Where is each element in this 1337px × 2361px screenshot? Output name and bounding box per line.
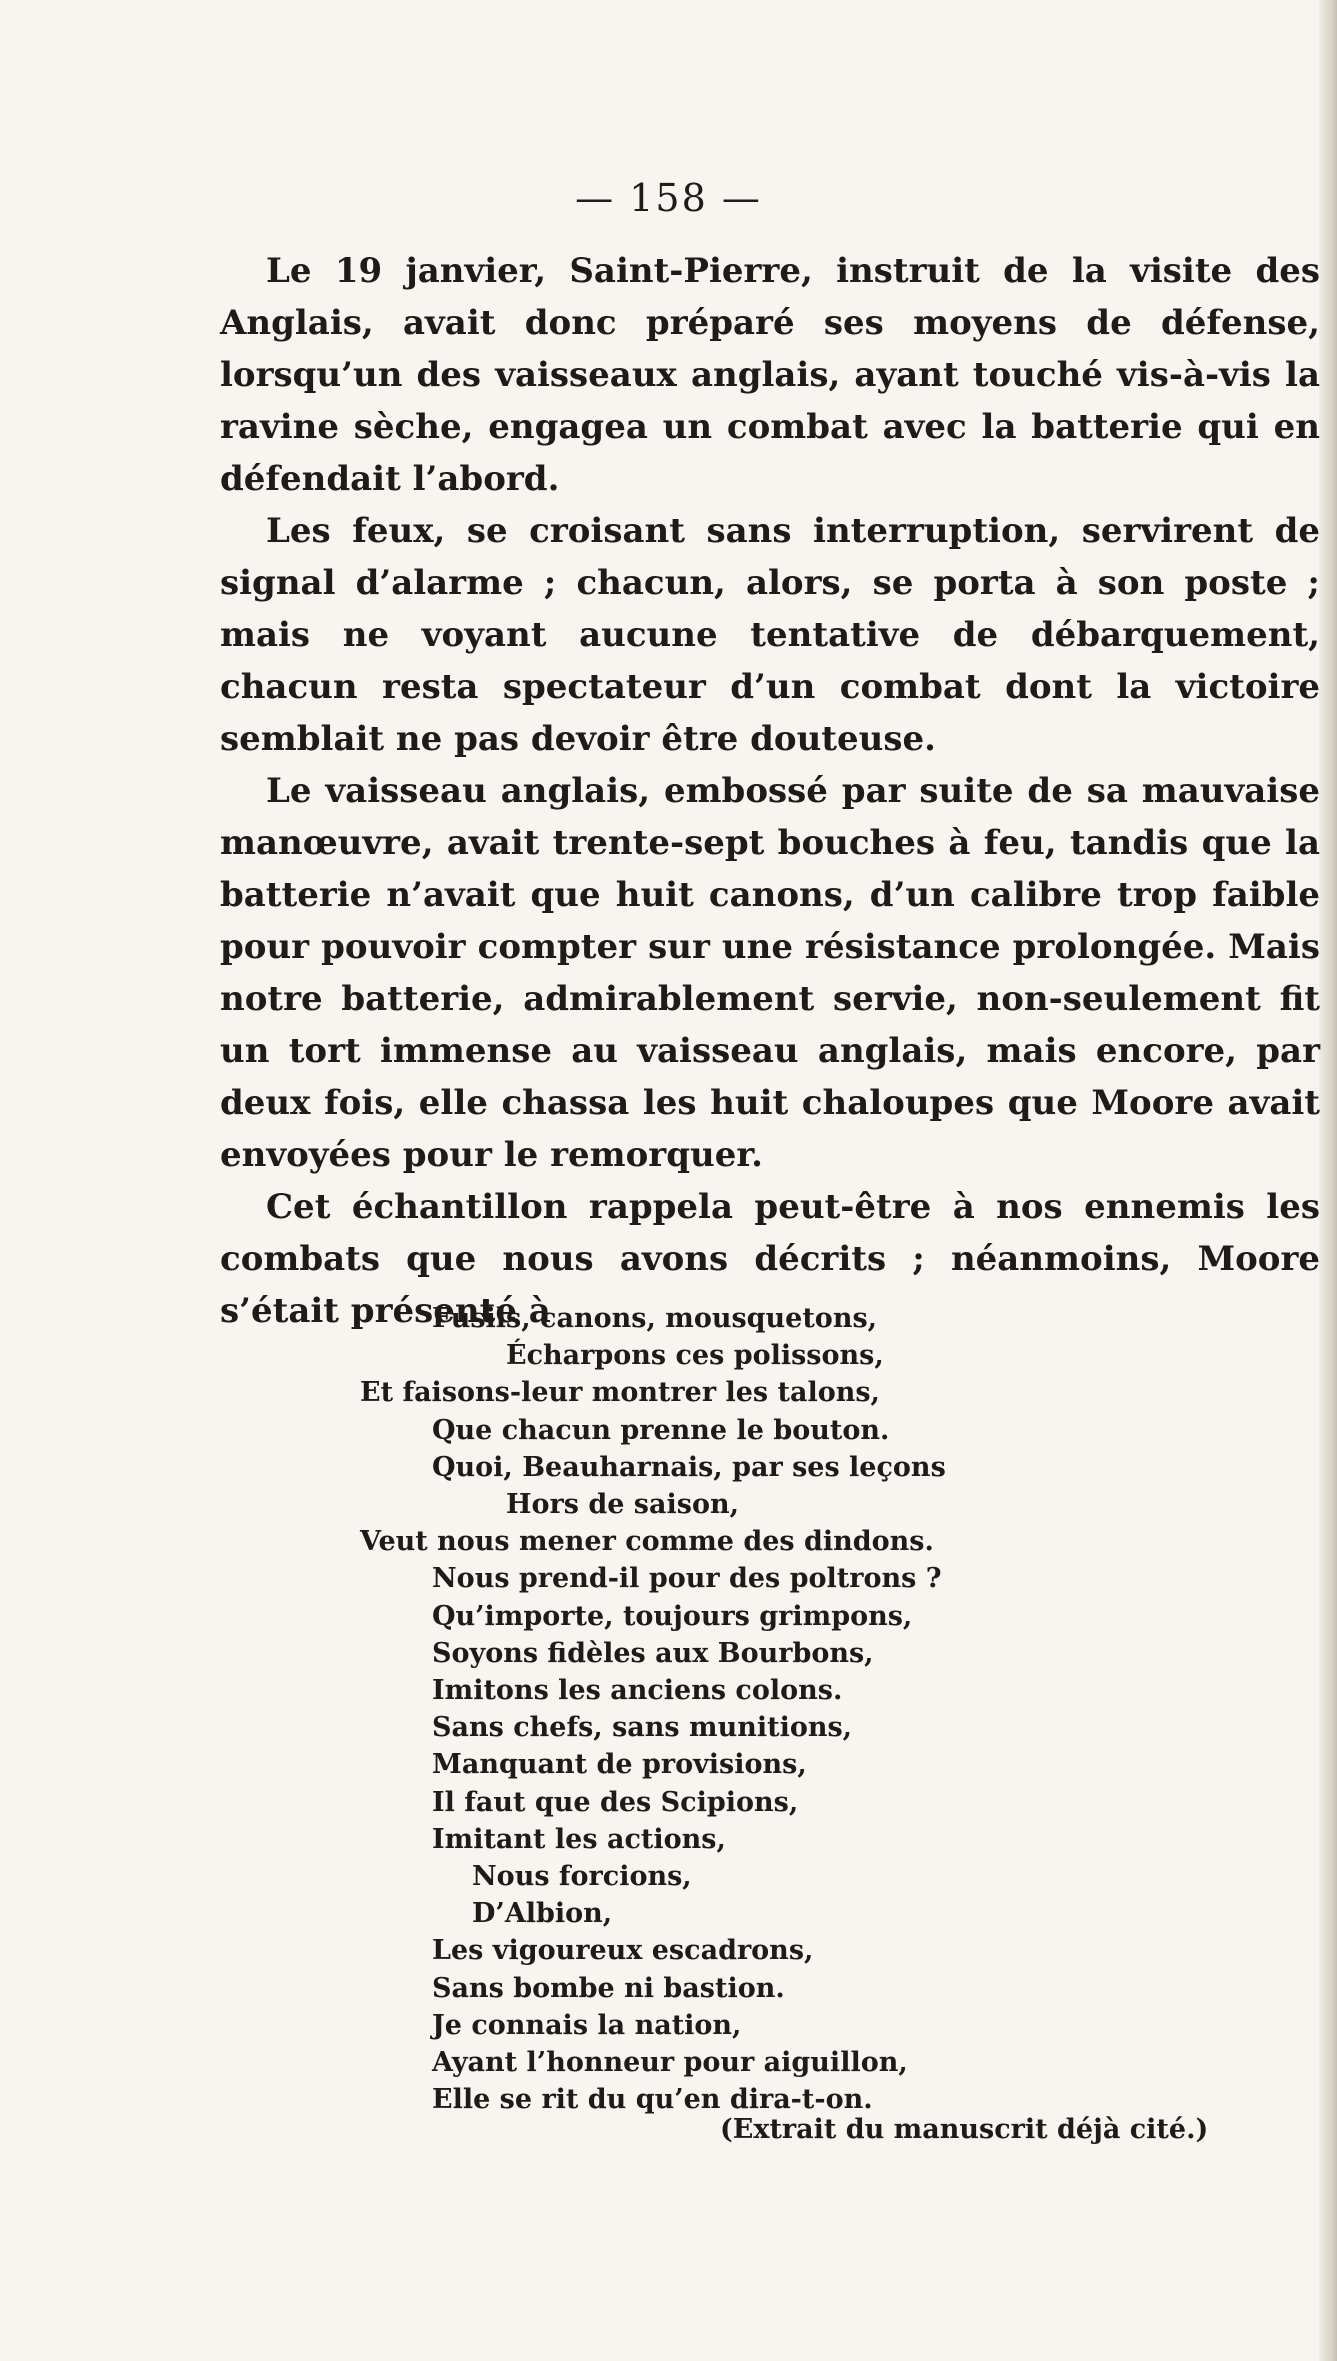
paragraph: Le 19 janvier, Saint-Pierre, instruit de la visite des Anglais, avait donc préparé ses moyens de défense, lorsqu’un des vaisseaux anglais, ayant touché vis-à-vis la ravine sèche, engagea un combat avec la batterie qui en défendait l’abord. [220,251,1320,499]
verse-line: Elle se rit du qu’en dira-t-on. [432,2084,873,2116]
source-citation: (Extrait du manuscrit déjà cité.) [720,2114,1209,2145]
verse-line: Imitons les anciens colons. [432,1675,843,1707]
verse-line: Qu’importe, toujours grimpons, [432,1600,913,1632]
verse-line: Ayant l’honneur pour aiguillon, [432,2047,908,2079]
verse-line: Sans chefs, sans munitions, [432,1712,853,1744]
verse-line: Hors de saison, [506,1489,739,1521]
verse-line: Je connais la nation, [432,2009,742,2041]
verse-line: Que chacun prenne le bouton. [432,1414,890,1446]
verse-line: Quoi, Beauharnais, par ses leçons [432,1451,946,1483]
body-text [220,245,1320,1337]
verse-line: Nous forcions, [472,1861,692,1893]
verse-line: Imitant les actions, [432,1823,726,1855]
verse-line: Il faut que des Scipions, [432,1786,799,1818]
page-number: — 158 — [575,176,762,220]
verse-line: D’Albion, [472,1898,613,1930]
paragraph: Le vaisseau anglais, embossé par suite de sa mauvaise manœuvre, avait trente-sept bouches à feu, tandis que la batterie n’avait que huit canons, d’un calibre trop faible pour pouvoir compter sur une résistance prolongée. Mais notre batterie, admirablement servie, non-seulement fit un tort immense au vaisseau anglais, mais encore, par deux fois, elle chassa les huit chaloupes que Moore avait envoyées pour le remorquer. [220,771,1320,1175]
verse-line: Manquant de provisions, [432,1749,807,1781]
paragraph: Cet échantillon rappela peut-être à nos ennemis les combats que nous avons décrits ; néanmoins, Moore s’était présenté à [220,1187,1320,1331]
verse-line: Fusils, canons, mousquetons, [432,1303,878,1334]
verse-line: Soyons fidèles aux Bourbons, [432,1637,874,1669]
verse-line: Et faisons-leur montrer les talons, [360,1377,880,1409]
paragraph: Les feux, se croisant sans interruption, servirent de signal d’alarme ; chacun, alors, se porta à son poste ; mais ne voyant aucune tentative de débarquement, chacun resta spectateur d’un combat dont la victoire semblait ne pas devoir être douteuse. [220,511,1320,759]
page-binding-edge [1319,0,1337,2361]
verse-line: Les vigoureux escadrons, [432,1935,814,1967]
verse-line: Veut nous mener comme des dindons. [360,1526,934,1558]
verse-line: Nous prend-il pour des poltrons ? [432,1563,942,1595]
verse-line: Écharpons ces polissons, [506,1340,884,1372]
verse-line: Sans bombe ni bastion. [432,1972,785,2004]
song-verse [360,1300,1232,2118]
